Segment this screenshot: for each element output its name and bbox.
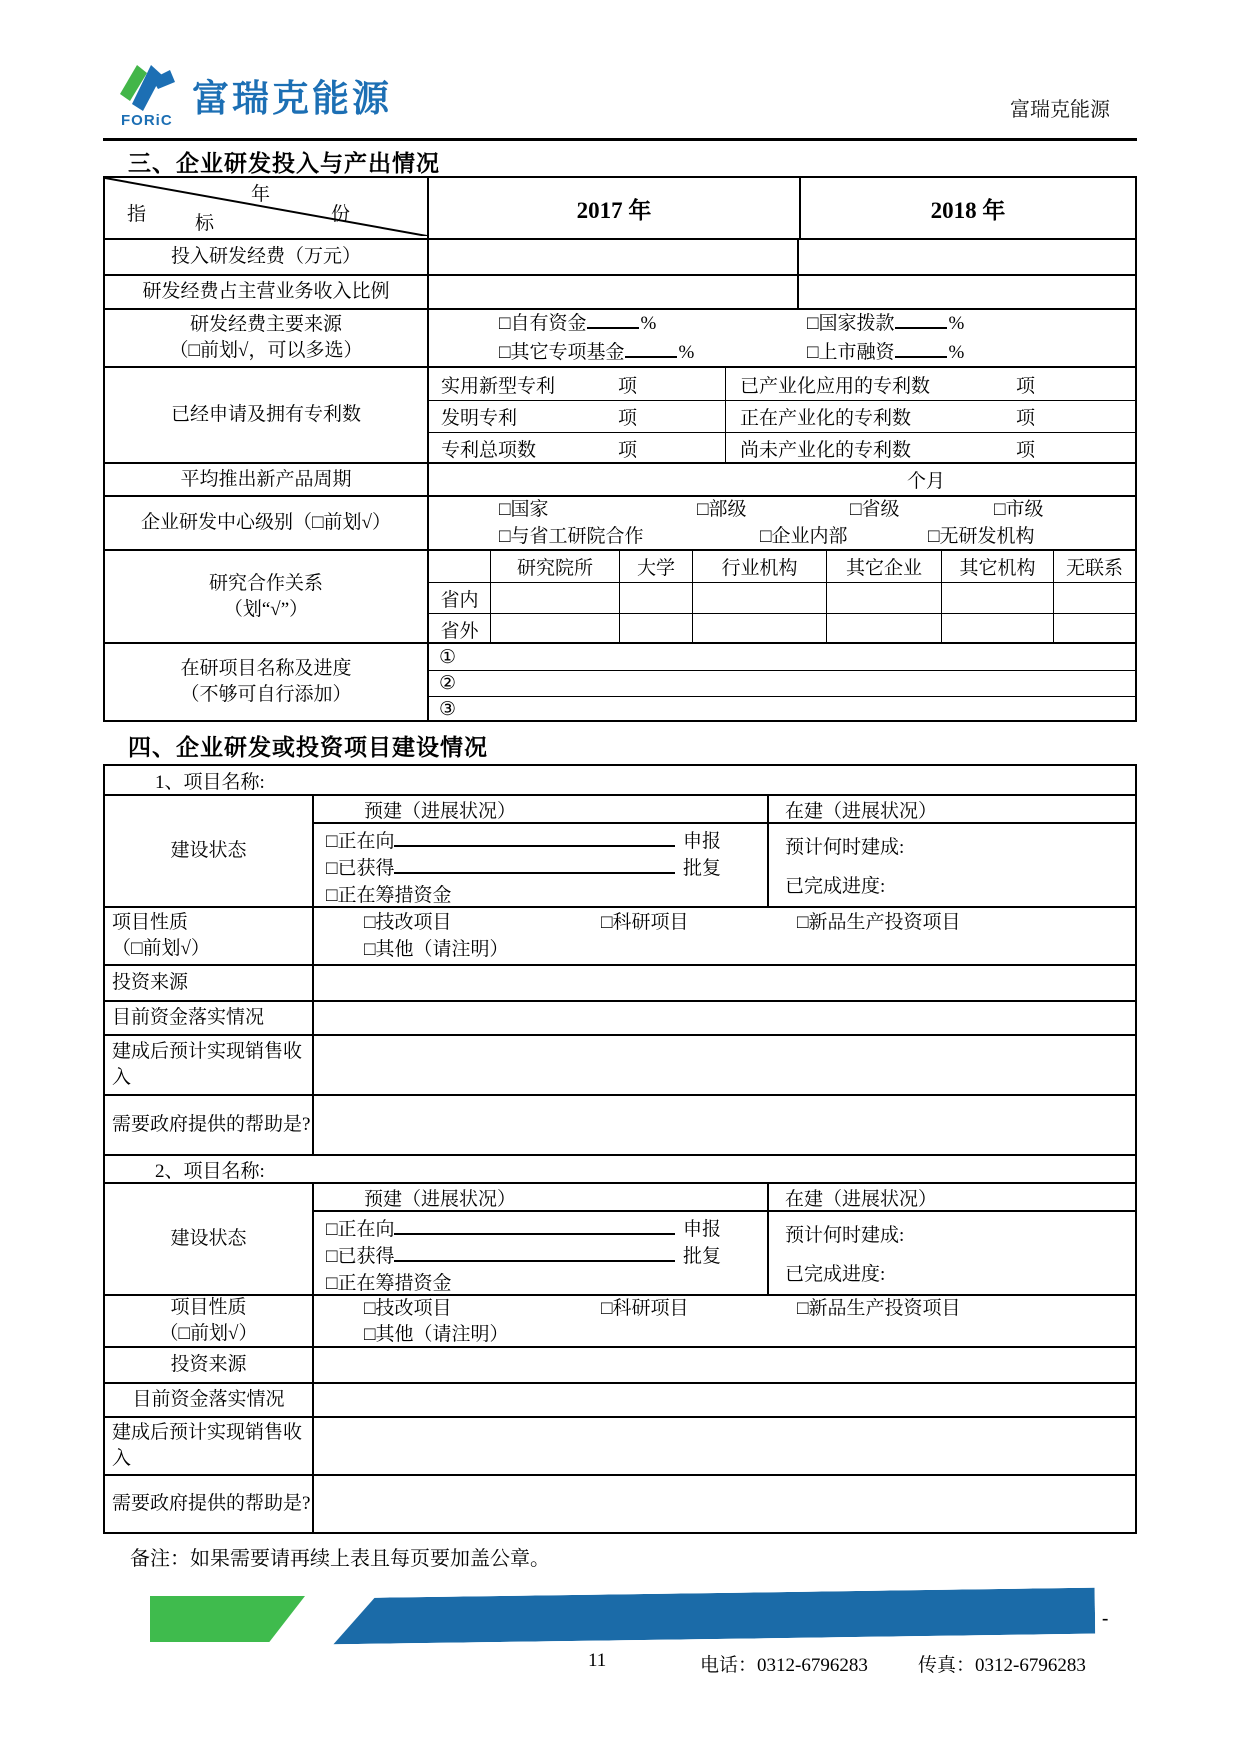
patent-total-label: 专利总项数 bbox=[441, 440, 537, 461]
footer-note: 备注：如果需要请再续上表且每页要加盖公章。 bbox=[130, 1548, 550, 1570]
project1-funds-status-cell bbox=[314, 1002, 1135, 1034]
patent-unit: 项 bbox=[617, 375, 637, 397]
project1-sales-cell bbox=[314, 1036, 1135, 1094]
project2-sales-label: 建成后预计实现销售收入 bbox=[105, 1418, 314, 1474]
project2-status-label: 建设状态 bbox=[105, 1184, 314, 1294]
project1-nature-row bbox=[105, 906, 1135, 964]
patent-subrow-2 bbox=[429, 400, 1135, 432]
coop-corner-cell bbox=[429, 551, 490, 582]
project1-funds-status-row bbox=[105, 1000, 1135, 1034]
coop-header-no-contact: 无联系 bbox=[1053, 551, 1135, 582]
project1-nature-label: 项目性质 （□前划√） bbox=[105, 908, 314, 964]
project2-gov-help-cell bbox=[314, 1476, 1135, 1532]
funding-own-capital-option: □自有资金 % bbox=[499, 312, 657, 334]
project1-invest-source-cell bbox=[314, 966, 1135, 1000]
funding-source-label bbox=[105, 310, 429, 366]
project2-applying-option: □正在向 申报 bbox=[326, 1219, 721, 1240]
project2-progress-label: 已完成进度: bbox=[785, 1264, 886, 1285]
footer-fax: 传真：0312-6796283 bbox=[918, 1655, 1086, 1676]
project2-raising-funds-option: □正在筹措资金 bbox=[326, 1273, 452, 1294]
project1-research-option: □科研项目 bbox=[601, 911, 689, 933]
ongoing-item-2: ② bbox=[429, 670, 1135, 696]
project2-nature-line2 bbox=[314, 1322, 1135, 1347]
project2-nature-row bbox=[105, 1294, 1135, 1346]
project1-gov-help-cell bbox=[314, 1096, 1135, 1154]
rd-expense-2017-cell bbox=[429, 240, 799, 274]
project1-name-row bbox=[105, 766, 1135, 794]
page-number: 11 bbox=[588, 1650, 607, 1671]
fill-blank bbox=[394, 834, 675, 847]
diag-mark-label: 标 bbox=[195, 213, 215, 234]
funding-label-line1: 研发经费主要来源 bbox=[189, 314, 342, 335]
project1-tech-upgrade-option: □技改项目 bbox=[364, 911, 452, 933]
funding-ipo-option: □上市融资 % bbox=[807, 341, 965, 363]
fill-blank bbox=[394, 1249, 675, 1262]
coop-cell bbox=[692, 582, 826, 613]
center-city-option: □市级 bbox=[994, 499, 1044, 520]
project1-gov-help-label: 需要政府提供的帮助是? bbox=[105, 1096, 314, 1154]
project1-funds-status-label: 目前资金落实情况 bbox=[105, 1002, 314, 1034]
project2-nature-label: 项目性质 （□前划√） bbox=[105, 1296, 314, 1346]
patent-subrow-1 bbox=[429, 368, 1135, 400]
coop-cell bbox=[692, 613, 826, 644]
coop-cell bbox=[619, 582, 692, 613]
section3-title: 三、企业研发投入与产出情况 bbox=[128, 151, 440, 176]
project2-name-label: 2、项目名称: bbox=[155, 1160, 265, 1182]
center-internal-option: □企业内部 bbox=[760, 525, 848, 547]
funding-state-grant-option: □国家拨款 % bbox=[807, 312, 965, 334]
center-province-option: □省级 bbox=[850, 499, 900, 520]
project2-funds-status-cell bbox=[314, 1384, 1135, 1416]
coop-row-out-province: 省外 bbox=[429, 613, 490, 644]
project2-research-option: □科研项目 bbox=[601, 1298, 689, 1319]
project2-gov-help-label: 需要政府提供的帮助是? bbox=[105, 1476, 314, 1532]
project1-progress-label: 已完成进度: bbox=[785, 876, 886, 897]
header-company-name: 富瑞克能源 bbox=[1010, 99, 1110, 121]
coop-header-other-company: 其它企业 bbox=[826, 551, 941, 582]
project2-approved-option: □已获得 批复 bbox=[326, 1246, 721, 1267]
funding-special-fund-option: □其它专项基金 % bbox=[499, 341, 695, 363]
project1-in-build-col bbox=[769, 796, 1135, 906]
ongoing-label-line2: （不够可自行添加） bbox=[180, 684, 352, 705]
coop-cell bbox=[826, 613, 941, 644]
banner-green-shape bbox=[150, 1596, 305, 1642]
project1-nature-line2 bbox=[314, 937, 1135, 963]
fill-blank bbox=[895, 315, 947, 329]
diag-indicator-label: 指 bbox=[127, 204, 147, 225]
patent-utility-label: 实用新型专利 bbox=[441, 375, 556, 397]
coop-cell bbox=[826, 582, 941, 613]
center-ministry-option: □部级 bbox=[697, 499, 747, 520]
project2-in-build-col bbox=[769, 1184, 1135, 1294]
rd-ratio-row bbox=[105, 274, 1135, 308]
ongoing-item-1: ① bbox=[439, 646, 457, 668]
diag-year-label: 年 bbox=[251, 184, 271, 205]
center-level-line1 bbox=[429, 497, 1135, 523]
logo-brand-text: 富瑞克能源 bbox=[192, 79, 392, 120]
center-level-line2 bbox=[429, 524, 1135, 550]
banner-dash: - bbox=[1102, 1608, 1109, 1629]
patent-not-industrialized-label: 尚未产业化的专利数 bbox=[740, 440, 912, 461]
section4-title: 四、企业研发或投资项目建设情况 bbox=[128, 735, 488, 760]
patent-invention-label: 发明专利 bbox=[441, 408, 518, 429]
coop-header-university: 大学 bbox=[619, 551, 692, 582]
project2-funds-status-row bbox=[105, 1382, 1135, 1416]
coop-cell bbox=[941, 582, 1053, 613]
rd-center-level-label: 企业研发中心级别（□前划√） bbox=[105, 497, 429, 549]
project2-funds-status-label: 目前资金落实情况 bbox=[105, 1384, 314, 1416]
coop-cell bbox=[941, 613, 1053, 644]
coop-cell bbox=[1053, 613, 1135, 644]
rd-ratio-2018-cell bbox=[799, 276, 1135, 308]
patent-unit: 项 bbox=[617, 408, 637, 429]
coop-cell bbox=[619, 613, 692, 644]
header-rule bbox=[103, 138, 1137, 141]
funding-source-row bbox=[105, 308, 1135, 366]
project2-invest-source-cell bbox=[314, 1348, 1135, 1382]
research-cooperation-label bbox=[105, 551, 429, 642]
project2-sales-row bbox=[105, 1416, 1135, 1474]
project2-other-option: □其他（请注明） bbox=[364, 1323, 509, 1345]
project2-in-build-header: 在建（进展状况） bbox=[769, 1184, 1135, 1212]
coop-row-in-province: 省内 bbox=[429, 582, 490, 613]
project2-new-product-option: □新品生产投资项目 bbox=[797, 1298, 961, 1319]
project2-nature-line1 bbox=[314, 1296, 1135, 1321]
project1-nature-line1 bbox=[314, 910, 1135, 936]
fill-blank bbox=[895, 344, 947, 358]
rd-ratio-label: 研发经费占主营业务收入比例 bbox=[105, 276, 429, 308]
project2-pre-build-header: 预建（进展状况） bbox=[314, 1184, 767, 1212]
project2-tech-upgrade-option: □技改项目 bbox=[364, 1298, 452, 1319]
project1-gov-help-row bbox=[105, 1094, 1135, 1154]
funding-line-1 bbox=[429, 311, 1135, 337]
coop-header-other-org: 其它机构 bbox=[941, 551, 1053, 582]
year-2017-header: 2017 年 bbox=[576, 197, 652, 223]
project1-name-label: 1、项目名称: bbox=[155, 771, 265, 793]
project1-pre-build-col bbox=[314, 796, 769, 906]
patent-subrow-3 bbox=[429, 432, 1135, 464]
rd-center-level-row bbox=[105, 495, 1135, 549]
project2-pre-build-col bbox=[314, 1184, 769, 1294]
ongoing-projects-row bbox=[105, 642, 1135, 720]
diagonal-header-cell bbox=[105, 178, 429, 238]
project1-status-label: 建设状态 bbox=[105, 796, 314, 906]
cycle-unit-months: 个月 bbox=[907, 471, 946, 492]
center-none-option: □无研发机构 bbox=[928, 525, 1035, 547]
patent-industrializing-label: 正在产业化的专利数 bbox=[740, 408, 912, 429]
coop-cell bbox=[490, 582, 619, 613]
project2-invest-source-row bbox=[105, 1346, 1135, 1382]
patents-label: 已经申请及拥有专利数 bbox=[105, 368, 429, 462]
research-cooperation-row bbox=[105, 549, 1135, 642]
center-national-option: □国家 bbox=[499, 499, 549, 520]
project1-approved-option: □已获得 批复 bbox=[326, 858, 721, 879]
patents-row bbox=[105, 366, 1135, 462]
project2-sales-cell bbox=[314, 1418, 1135, 1474]
project1-invest-source-label: 投资来源 bbox=[105, 966, 314, 1000]
rd-input-output-table bbox=[103, 176, 1137, 722]
rd-expense-label: 投入研发经费（万元） bbox=[105, 240, 429, 274]
diag-share-label: 份 bbox=[331, 204, 351, 225]
patent-unit: 项 bbox=[1015, 375, 1035, 397]
project1-new-product-option: □新品生产投资项目 bbox=[797, 911, 961, 933]
coop-cell bbox=[490, 613, 619, 644]
cooperation-grid bbox=[429, 551, 1135, 642]
project1-other-option: □其他（请注明） bbox=[364, 938, 509, 960]
project1-applying-option: □正在向 申报 bbox=[326, 831, 721, 852]
coop-header-industry-org: 行业机构 bbox=[692, 551, 826, 582]
project2-invest-source-label: 投资来源 bbox=[105, 1348, 314, 1382]
project1-sales-label: 建成后预计实现销售收入 bbox=[105, 1036, 314, 1094]
project1-raising-funds-option: □正在筹措资金 bbox=[326, 885, 452, 906]
funding-label-line2: （□前划√，可以多选） bbox=[169, 340, 363, 361]
ongoing-label-line1: 在研项目名称及进度 bbox=[180, 658, 352, 679]
patent-industrialized-label: 已产业化应用的专利数 bbox=[740, 375, 931, 397]
coop-cell bbox=[1053, 582, 1135, 613]
project1-pre-build-header: 预建（进展状况） bbox=[314, 796, 767, 824]
logo-foric-text: FORiC bbox=[121, 112, 173, 129]
fill-blank bbox=[394, 861, 675, 874]
project1-invest-source-row bbox=[105, 964, 1135, 1000]
project2-status-row bbox=[105, 1182, 1135, 1294]
project1-in-build-header: 在建（进展状况） bbox=[769, 796, 1135, 824]
fill-blank bbox=[394, 1222, 675, 1235]
year-2018-header: 2018 年 bbox=[799, 178, 1135, 238]
center-coop-institute-option: □与省工研院合作 bbox=[499, 525, 644, 547]
coop-label-line1: 研究合作关系 bbox=[208, 572, 323, 594]
rd-expense-row bbox=[105, 238, 1135, 274]
fill-blank bbox=[587, 315, 639, 329]
patent-unit: 项 bbox=[1015, 408, 1035, 429]
coop-header-institute: 研究院所 bbox=[490, 551, 619, 582]
ongoing-projects-label bbox=[105, 644, 429, 720]
footer-phone: 电话：0312-6796283 bbox=[700, 1655, 868, 1676]
banner-blue-shape bbox=[333, 1588, 1096, 1645]
project2-completion-date-label: 预计何时建成: bbox=[785, 1225, 905, 1246]
product-cycle-label: 平均推出新产品周期 bbox=[105, 464, 429, 495]
patent-unit: 项 bbox=[1015, 440, 1035, 461]
table1-header-row bbox=[105, 178, 1135, 238]
rd-expense-2018-cell bbox=[799, 240, 1135, 274]
fill-blank bbox=[625, 344, 677, 358]
project-construction-table bbox=[103, 764, 1137, 1534]
project1-status-row bbox=[105, 794, 1135, 906]
project1-sales-row bbox=[105, 1034, 1135, 1094]
patent-unit: 项 bbox=[617, 440, 637, 461]
ongoing-item-3: ③ bbox=[429, 696, 1135, 722]
company-logo-icon bbox=[116, 56, 182, 112]
coop-label-line2: （划“√”） bbox=[223, 598, 309, 620]
project2-gov-help-row bbox=[105, 1474, 1135, 1532]
rd-ratio-2017-cell bbox=[429, 276, 799, 308]
project2-name-row bbox=[105, 1154, 1135, 1182]
product-cycle-row bbox=[105, 462, 1135, 495]
funding-line-2 bbox=[429, 340, 1135, 366]
project1-completion-date-label: 预计何时建成: bbox=[785, 837, 905, 858]
